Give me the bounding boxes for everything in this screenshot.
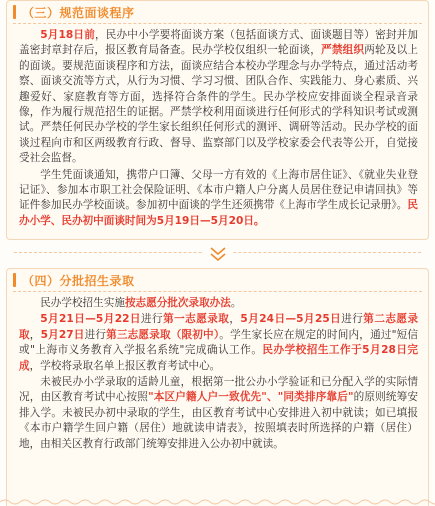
highlight-text: "本区户籍人户一致优先"、"同类排序靠后" [148, 391, 354, 404]
body-text: ，学校将录取名单上报区教育考试中心。 [29, 359, 221, 372]
section-body-3 [7, 24, 428, 229]
highlight-text: 民办小学、民办初中面谈时间为5月19日—5月20日。 [19, 199, 418, 227]
section-marker-bar [13, 273, 16, 287]
body-text: ， [29, 328, 41, 341]
paragraph [19, 312, 418, 374]
wavy-border-decoration [0, 498, 435, 506]
body-text: 未被民办小学录取的适龄儿童，根据第一批公办小学验证和已分配入学的实际情况，由区教育考试中心按照 [19, 376, 418, 404]
section-body-4 [7, 292, 428, 452]
highlight-text: 5月24日—5月25日 [240, 313, 342, 326]
section-header-4 [13, 269, 422, 292]
paragraph [19, 296, 418, 311]
paragraph [19, 168, 418, 230]
section-title-3: （三）规范面谈程序 [22, 5, 135, 20]
highlight-text: 5月27日 [40, 328, 85, 341]
paragraph [19, 28, 418, 167]
body-text: 学生凭面谈通知，携带户口簿、父母一方有效的《上海市居住证》、《就业失业登记证》、参加本市职工社会保险证明、《本市户籍人户分离人员居住登记申请回执》等证件参加民办学校面谈。参加初中面谈的学生还须携带《上海市学生成长记录册》。 [19, 168, 418, 212]
highlight-text: 5月18日前 [40, 29, 95, 41]
section-header-3 [13, 1, 422, 24]
highlight-text: 民办学校招生工作于5月28日完成 [19, 344, 418, 372]
body-text: 。学生家长应在规定的时间内，通过"短信或"上海市义务教育入学报名系统"完成确认工作。 [19, 328, 419, 357]
body-text: 进行 [341, 313, 364, 326]
highlight-text: 5月21日—5月22日 [40, 313, 141, 326]
chevron-down-icon [203, 243, 233, 265]
body-text: 的原则统筹安排入学。未被民办初中录取的学生，由区教育考试中心安排进入初中就读；如已填报《本市户籍学生回户籍（居住）地就读申请表》，按照填表时所选择的户籍（居住）地，由相关区教育行政部门统筹安排进入公办初中就读。 [19, 391, 419, 450]
body-text: 进行 [84, 328, 107, 341]
highlight-text: 第一志愿录取 [163, 313, 230, 326]
highlight-text: 严禁组织 [321, 44, 365, 57]
section-title-4: （四）分批招生录取 [22, 273, 135, 288]
paragraph [19, 375, 418, 452]
highlight-text: 第二志愿录取 [19, 313, 419, 341]
body-text: 进行 [140, 313, 164, 326]
body-text: ，民办中小学要将面谈方案（包括面谈方式、面谈题目等）密封并加盖密封章封存后，报区教育局备查。民办学校仅组织一轮面谈， [19, 29, 418, 57]
body-text: 民办学校招生实施 [40, 297, 125, 309]
body-text: 。 [230, 297, 242, 309]
section-marker-bar [13, 5, 16, 19]
highlight-text: 第三志愿录取（限初中） [106, 328, 220, 341]
section-card-4 [6, 268, 429, 506]
body-text: 两轮及以上的面谈。要规范面谈程序和方法，面谈应结合本校办学理念与办学特点，通过活动考察、面谈交流等方式，从行为习惯、学习习惯、团队合作、实践能力、身心素质、兴趣爱好、家庭教育等方面，选择符合条件的学生。民办学校应安排面谈全程录音录像，作为履行规范招生的证据。严禁学校利用面谈进行任何形式的学科知识考试或测试。严禁任何民办学校的学生家长组织任何形式的测评、调研等活动。民办学校的面谈过程向市和区两级教育行政、督导、监察部门以及学校家委会代表等公开，自觉接受社会监督。 [19, 44, 418, 165]
section-card-3 [6, 0, 429, 240]
highlight-text: 按志愿分批次录取办法 [124, 297, 231, 309]
body-text: ， [229, 313, 241, 326]
